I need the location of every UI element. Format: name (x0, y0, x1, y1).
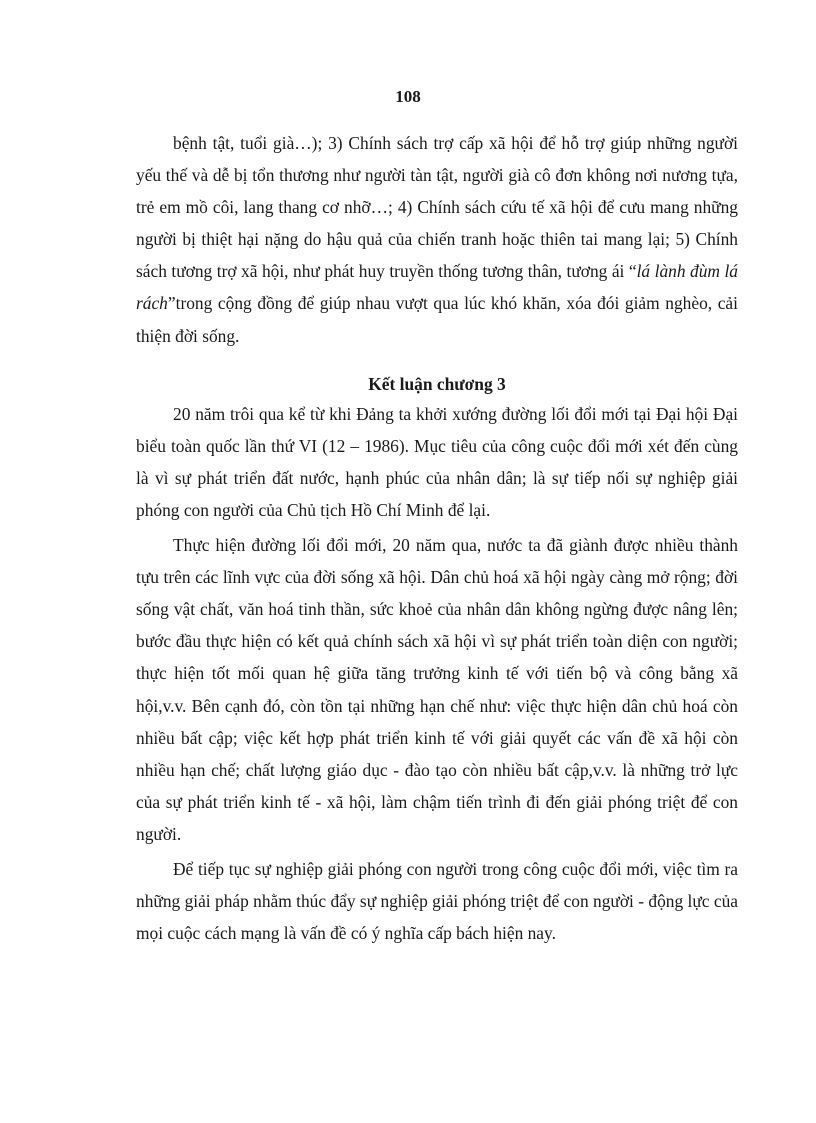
page-number: 108 (395, 87, 421, 106)
document-body (136, 127, 738, 949)
paragraph-continued (136, 127, 738, 352)
paragraph-text: bệnh tật, tuổi già…); 3) Chính sách trợ cấp xã hội để hỗ trợ giúp những người yếu thế và dễ bị tổn thương như người tàn tật, người già cô đơn không nơi nương tựa, trẻ em mồ côi, lang thang cơ nhỡ…; 4) Chính sách cứu tế xã hội để cưu mang những người bị thiệt hại nặng do hậu quả của chiến tranh hoặc thiên tai mang lại; 5) Chính sách tương trợ xã hội, như phát huy truyền thống tương thân, tương ái “ (136, 133, 738, 282)
paragraph-3: Để tiếp tục sự nghiệp giải phóng con người trong công cuộc đổi mới, việc tìm ra những giải pháp nhằm thúc đẩy sự nghiệp giải phóng triệt để con người - động lực của mọi cuộc cách mạng là vấn đề có ý nghĩa cấp bách hiện nay. (136, 858, 738, 944)
paragraph-text-end: ”trong cộng đồng để giúp nhau vượt qua lúc khó khăn, xóa đói giảm nghèo, cải thiện đời sống. (136, 293, 738, 346)
paragraph-1: 20 năm trôi qua kể từ khi Đảng ta khởi xướng đường lối đổi mới tại Đại hội Đại biểu toàn quốc lần thứ VI (12 – 1986). Mục tiêu của công cuộc đổi mới xét đến cùng là vì sự phát triển đất nước, hạnh phúc của nhân dân; là sự tiếp nối sự nghiệp giải phóng con người của Chủ tịch Hồ Chí Minh để lại. (136, 403, 738, 520)
section-heading: Kết luận chương 3 (368, 373, 506, 394)
paragraph-2: Thực hiện đường lối đổi mới, 20 năm qua, nước ta đã giành được nhiều thành tựu trên các lĩnh vực của đời sống xã hội. Dân chủ hoá xã hội ngày càng mở rộng; đời sống vật chất, văn hoá tinh thần, sức khoẻ của nhân dân không ngừng được nâng lên; bước đầu thực hiện có kết quả chính sách xã hội vì sự phát triển toàn diện con người; thực hiện tốt mối quan hệ giữa tăng trưởng kinh tế với tiến bộ và công bằng xã hội,v.v. Bên cạnh đó, còn tồn tại những hạn chế như: việc thực hiện dân chủ hoá còn nhiều bất cập; việc kết hợp phát triển kinh tế với giải quyết các vấn đề xã hội còn nhiều hạn chế; chất lượng giáo dục - đào tạo còn nhiều bất cập,v.v. là những trở lực của sự phát triển kinh tế - xã hội, làm chậm tiến trình đi đến giải phóng triệt để con người. (136, 535, 738, 844)
italic-quote: lá lành đùm lá rách (136, 261, 738, 314)
